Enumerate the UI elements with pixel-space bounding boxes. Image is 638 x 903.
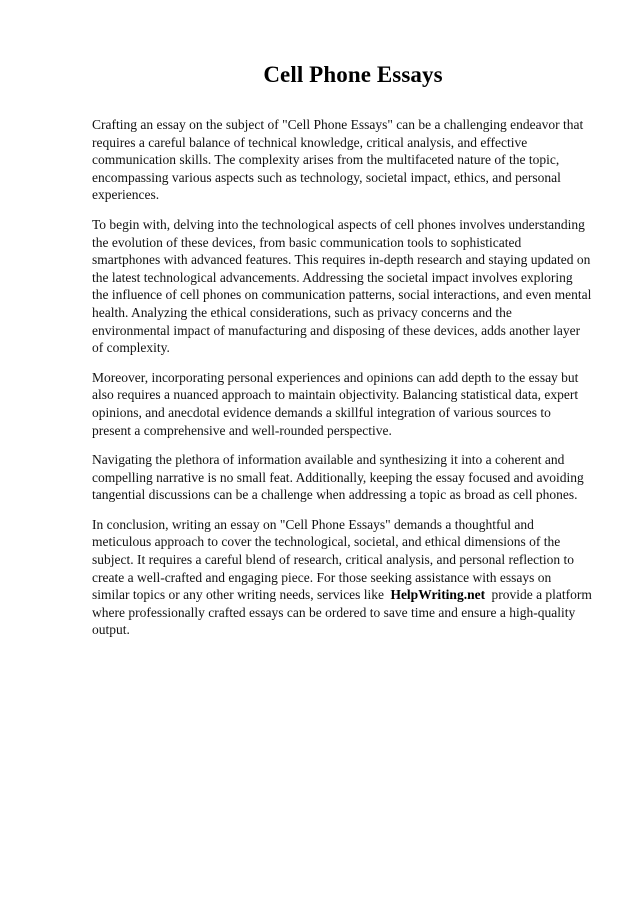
paragraph-navigation: Navigating the plethora of information available and synthesizing it into a coherent and compelling narrative is no small feat. Additionally, keeping the essay focused and avoiding tangential discussions can be a challenge when addressing a topic as broad as cell phones. [92, 452, 584, 503]
conclusion-text-before-link: In conclusion, writing an essay on "Cell Phone Essays" demands a thoughtful and meticulous approach to cover the technological, societal, and ethical dimensions of the subject. It requires a careful blend of research, critical analysis, and personal reflection to create a well-crafted and engaging piece. For those seeking assistance with essays on similar topics or any other writing needs, services like [92, 516, 575, 603]
helpwriting-link[interactable]: HelpWriting.net [390, 587, 486, 603]
conclusion-text-after-link: provide a platform where professionally crafted essays can be ordered to save time and ensure a high-quality output. [92, 587, 592, 638]
paragraph-technology: To begin with, delving into the technological aspects of cell phones involves understanding the evolution of these devices, from basic communication tools to sophisticated smartphones with advanced features. This requires in-depth research and staying updated on the latest technological advancements. Addressing the societal impact involves exploring the influence of cell phones on communication patterns, social interactions, and even mental health. Analyzing the ethical considerations, such as privacy concerns and the environmental impact of manufacturing and disposing of these devices, adds another layer of complexity. [92, 216, 592, 356]
paragraph-intro: Crafting an essay on the subject of "Cell Phone Essays" can be a challenging endeavor that requires a careful balance of technical knowledge, critical analysis, and effective communication skills. The complexity arises from the multifaceted nature of the topic, encompassing various aspects such as technology, societal impact, ethics, and personal experiences. [92, 117, 584, 203]
paragraph-personal-experience: Moreover, incorporating personal experiences and opinions can add depth to the essay but also requires a nuanced approach to maintain objectivity. Balancing statistical data, expert opinions, and anecdotal evidence demands a skillful integration of various sources to present a comprehensive and well-rounded perspective. [92, 369, 579, 438]
paragraph-conclusion [92, 516, 592, 639]
document-title: Cell Phone Essays [263, 62, 443, 87]
